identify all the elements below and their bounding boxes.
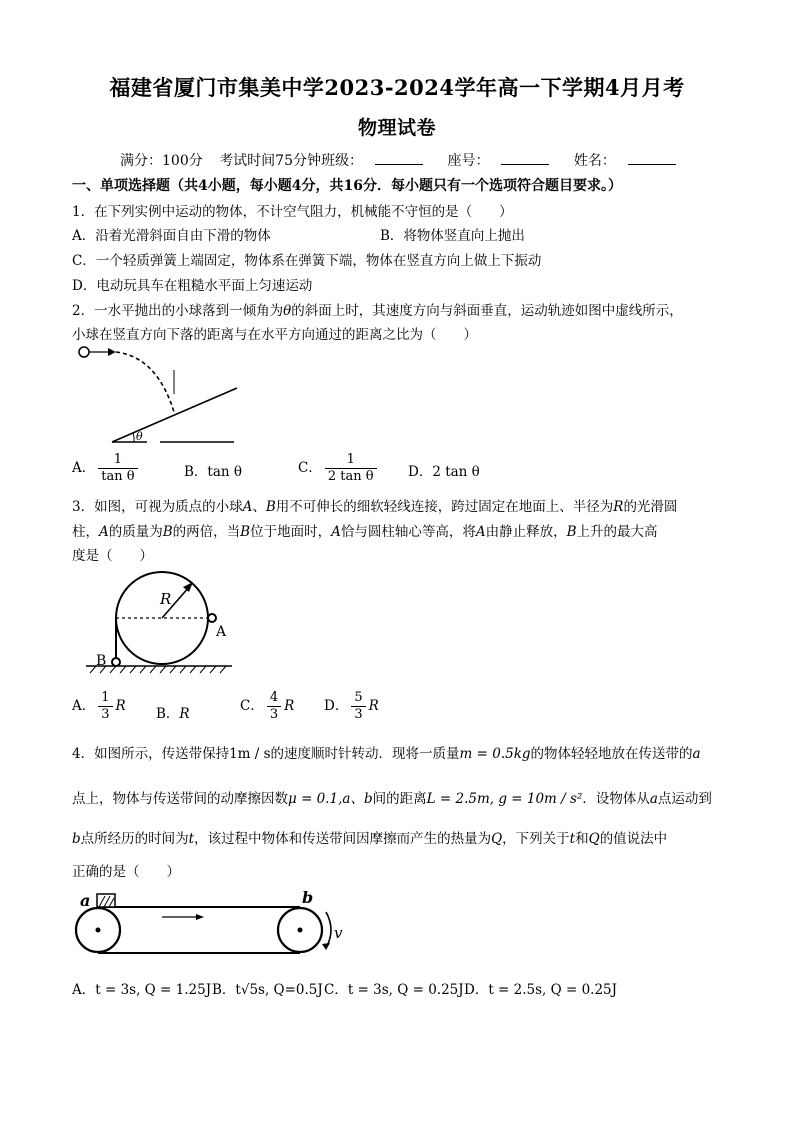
q3-option-d [324, 690, 379, 723]
text: 3．如图，可视为质点的小球 [72, 499, 243, 515]
name-blank[interactable] [628, 150, 676, 165]
denominator: 3 [98, 706, 112, 723]
trajectory-dashed [116, 352, 174, 412]
q2-option-c [298, 452, 380, 485]
text: ，该过程中物体和传送带间因摩擦而产生的热量为 [194, 831, 492, 847]
q3-figure [82, 568, 242, 680]
fraction [267, 690, 281, 723]
var-b: B [265, 499, 276, 515]
q2-options [72, 452, 141, 485]
var-a: a [649, 791, 658, 807]
text: ．设物体从 [582, 791, 650, 807]
name-label: 姓名： [573, 153, 616, 169]
q4-option-d: D．t = 2.5s, Q = 0.25J [464, 982, 618, 998]
ground-hatching [90, 666, 226, 673]
text: 用不可伸长的细软轻线连接，跨过固定在地面上、半径为 [275, 499, 614, 515]
numerator: 1 [346, 452, 355, 467]
section-heading: 一、单项选择题（共4小题，每小题4分，共16分．每小题只有一个选项符合题目要求。） [72, 178, 622, 194]
var-a: A [475, 524, 486, 540]
numerator: 1 [101, 690, 110, 705]
q2-option-b: B．tan θ [184, 464, 243, 480]
q3-option-a [72, 690, 126, 723]
text: 的值说法中 [599, 831, 668, 847]
mu-eq: μ = 0.1,a、b [288, 791, 373, 807]
q2-stem-line1 [72, 299, 683, 319]
text: 点运动到 [657, 791, 712, 807]
text: ，下列关于 [502, 831, 570, 847]
text: 点所经历的时间为 [80, 831, 189, 847]
ball-b [112, 658, 120, 666]
q4-option-c: C．t = 3s, Q = 0.25J [324, 982, 464, 998]
text: 位于地面时， [250, 524, 332, 540]
motion-arrow-head [196, 914, 204, 920]
label: C． [298, 460, 322, 476]
q2-stem-text2: 的斜面上时，其速度方向与斜面垂直，运动轨迹如图中虚线所示， [291, 303, 683, 319]
q1-option-a: A．沿着光滑斜面自由下滑的物体 [72, 228, 271, 244]
text: 恰与圆柱轴心等高，将 [340, 524, 476, 540]
text: 的物体轻轻地放在传送带的 [530, 746, 693, 762]
var-r: R [115, 698, 126, 714]
q4-figure [72, 884, 362, 960]
text: 点上，物体与传送带间的动摩擦因数 [72, 791, 288, 807]
ball [79, 347, 89, 357]
var-a: A [331, 524, 341, 540]
var-r: R [284, 698, 295, 714]
fraction [351, 690, 365, 723]
q2-theta: θ [283, 303, 292, 319]
ball-a-label: A [216, 624, 227, 640]
label: A． [72, 698, 96, 714]
label: C． [240, 698, 264, 714]
theta-label: θ [136, 430, 143, 443]
exam-subtitle: 物理试卷 [357, 117, 436, 139]
numerator: 4 [269, 690, 279, 705]
arrow-head [108, 348, 116, 356]
var-b: B [240, 524, 251, 540]
var-a: A [99, 524, 109, 540]
q2-option-a [72, 452, 141, 484]
q3-option-c [240, 690, 294, 723]
fraction [98, 452, 137, 485]
var-t: t [569, 831, 576, 847]
text: 由静止释放， [485, 524, 567, 540]
numerator: 1 [113, 452, 123, 467]
velocity-label: v [334, 924, 343, 942]
var-a: A [242, 499, 253, 515]
exam-title: 福建省厦门市集美中学2023-2024学年高一下学期4月月考 [109, 75, 685, 100]
var-t: t [188, 831, 195, 847]
label: A． [72, 460, 96, 476]
q4-line2 [72, 787, 712, 807]
point-b-label: b [302, 888, 314, 907]
incline [112, 388, 237, 442]
ball-a [208, 614, 216, 622]
radius-label: R [160, 590, 172, 608]
angle-arc [133, 433, 134, 442]
exam-time-class-label: 考试时间75分钟班级： [219, 153, 364, 169]
fraction [98, 690, 112, 723]
text: 上升的最大高 [576, 524, 658, 540]
q1-stem: 1．在下列实例中运动的物体，不计空气阻力，机械能不守恒的是（ ） [72, 204, 513, 220]
q3-option-b [156, 702, 190, 722]
text: 4．如图所示，传送带保持1m / s的速度顺时针转动．现将一质量 [72, 746, 460, 762]
q1-option-d: D．电动玩具车在粗糙水平面上匀速运动 [72, 278, 313, 294]
q4-option-a: A．t = 3s, Q = 1.25J [72, 982, 212, 998]
text: 和 [575, 831, 589, 847]
class-blank[interactable] [375, 150, 423, 165]
left-pulley-center [96, 928, 101, 933]
text: 柱， [72, 524, 99, 540]
radius-arrow-head [183, 582, 193, 592]
text: 的光滑圆 [623, 499, 678, 515]
q4-line1 [72, 742, 701, 762]
l-eq: L = 2.5m, g = 10m / s² [426, 791, 583, 807]
var-q: Q [588, 831, 600, 847]
var-r: R [613, 499, 624, 515]
text: 、 [252, 499, 266, 515]
var-q: Q [491, 831, 503, 847]
full-score: 满分：100分 [120, 153, 203, 169]
q2-figure [72, 342, 242, 450]
text: 的质量为 [108, 524, 163, 540]
exam-meta [120, 150, 688, 170]
denominator: tan θ [98, 468, 137, 485]
denominator: 2 tan θ [325, 468, 377, 485]
denominator: 3 [267, 706, 281, 723]
var-b: B [566, 524, 577, 540]
denominator: 3 [351, 706, 365, 723]
var-r: R [179, 706, 190, 722]
seat-label: 座号： [447, 153, 490, 169]
q3-line2 [72, 520, 658, 540]
ball-b-label: B [96, 653, 107, 669]
q4-line3 [72, 827, 667, 847]
seat-blank[interactable] [501, 150, 549, 165]
label: B． [156, 706, 180, 722]
var-r: R [368, 698, 379, 714]
point-a-label: a [80, 891, 91, 910]
text: 间的距离 [372, 791, 427, 807]
q1-option-c: C．一个轻质弹簧上端固定，物体系在弹簧下端，物体在竖直方向上做上下振动 [72, 253, 542, 269]
mass-eq: m = 0.5kg [459, 746, 531, 762]
q2-stem-line2: 小球在竖直方向下落的距离与在水平方向通过的距离之比为（ ） [72, 327, 477, 343]
fraction [325, 452, 377, 485]
rotation-arc [326, 912, 331, 948]
right-pulley-center [298, 928, 303, 933]
rotation-arrow-head [322, 943, 330, 950]
q4-line4: 正确的是（ ） [72, 864, 180, 880]
var-b: B [162, 524, 173, 540]
var-a: a [692, 746, 701, 762]
var-b: b [72, 831, 81, 847]
q2-stem-text: 2．一水平抛出的小球落到一倾角为 [72, 303, 284, 319]
label: D． [324, 698, 349, 714]
q3-line3: 度是（ ） [72, 548, 153, 564]
text: 的两倍，当 [172, 524, 241, 540]
q3-line1 [72, 495, 677, 515]
numerator: 5 [354, 690, 363, 705]
q4-option-b: B．t√5s, Q=0.5J [212, 982, 323, 998]
q1-option-b: B．将物体竖直向上抛出 [380, 228, 525, 244]
q2-option-d: D．2 tan θ [408, 464, 480, 480]
